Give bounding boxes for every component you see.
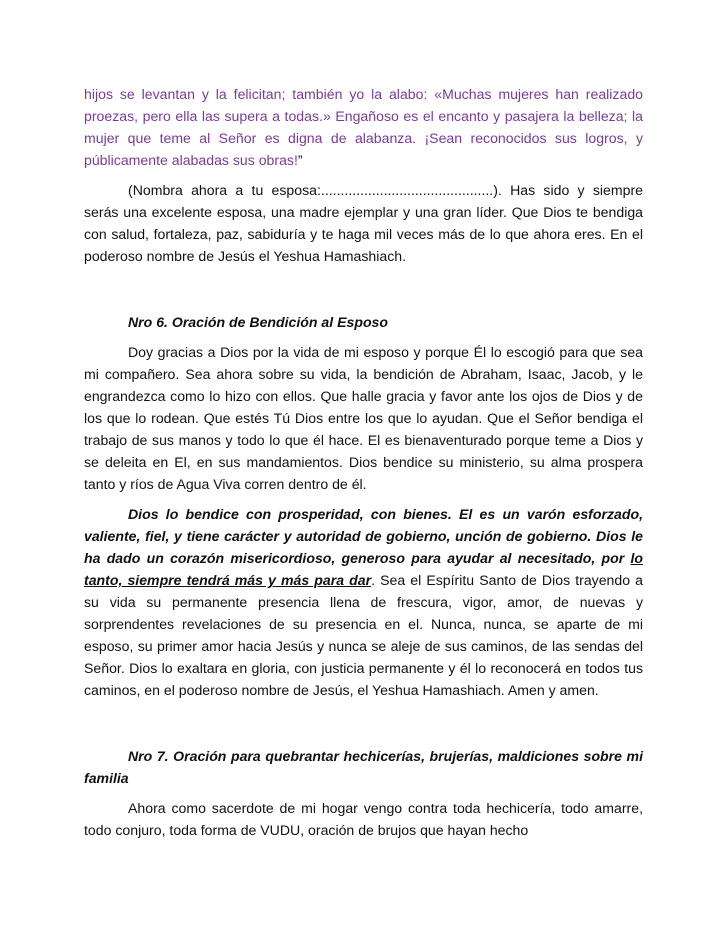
bold-underlined-text: lo tanto, siempre tendrá más y más para dar [84,550,643,588]
section-7-paragraph-1: Ahora como sacerdote de mi hogar vengo contra toda hechicería, todo amarre, todo conjuro, toda forma de VUDU, oración de brujos que hayan hecho [84,800,643,838]
quote-text: hijos se levantan y la felicitan; también yo la alabo: «Muchas mujeres han realizado proezas, pero ella las supera a todas.» Engañoso es el encanto y pasajera la belleza; la mujer que teme al Señor es digna de alabanza. ¡Sean reconocidos sus logros, y públicamente alabadas sus obras! [84,86,643,168]
section-6-paragraph-1: Doy gracias a Dios por la vida de mi esposo y porque Él lo escogió para que sea mi compañero. Sea ahora sobre su vida, la bendición de Abraham, Isaac, Jacob, y le engrandezca como lo hizo con ellos. Que halle gracia y favor ante los ojos de Dios y de los que lo rodean. Que estés Tú Dios entre los que lo ayudan. Que el Señor bendiga el trabajo de sus manos y todo lo que él hace. El es bienaventurado porque teme a Dios y se deleita en El, en sus mandamientos. Dios bendice su ministerio, su alma prospera tanto y ríos de Agua Viva corren dentro de él. [84,344,643,492]
quote-close-mark: ” [297,152,303,168]
section-6-paragraph-2 [84,503,643,701]
section-7-heading: Nro 7. Oración para quebrantar hechicerías, brujerías, maldiciones sobre mi familia [84,748,643,786]
section-6-heading: Nro 6. Oración de Bendición al Esposo [128,314,389,330]
document-page [84,83,643,841]
proverbs-quote-paragraph [84,83,643,171]
wife-blessing-paragraph: (Nombra ahora a tu esposa:............................................). Has sido y siempre serás una excelente esposa, una madre ejemplar y una gran líder. Que Dios te bendiga con salud, fortaleza, paz, sabiduría y te haga mil veces más de lo que ahora eres. En el poderoso nombre de Jesús el Yeshua Hamashiach. [84,182,643,264]
bold-blessing-text: Dios lo bendice con prosperidad, con bienes. El es un varón esforzado, valiente, fiel, y tiene carácter y autoridad de gobierno, unción de gobierno. Dios le ha dado un corazón misericordioso, generoso para ayudar al necesitado, por [84,506,643,566]
regular-blessing-text: . Sea el Espíritu Santo de Dios trayendo a su vida su permanente presencia llena de frescura, vigor, amor, de nuevas y sorprendentes revelaciones de su presencia en el. Nunca, nunca, se aparte de mi esposo, su primer amor hacia Jesús y nunca se aleje de sus caminos, de las sendas del Señor. Dios lo exaltara en gloria, con justicia permanente y él lo reconocerá en todos tus caminos, en el poderoso nombre de Jesús, el Yeshua Hamashiach. Amen y amen. [84,572,643,698]
